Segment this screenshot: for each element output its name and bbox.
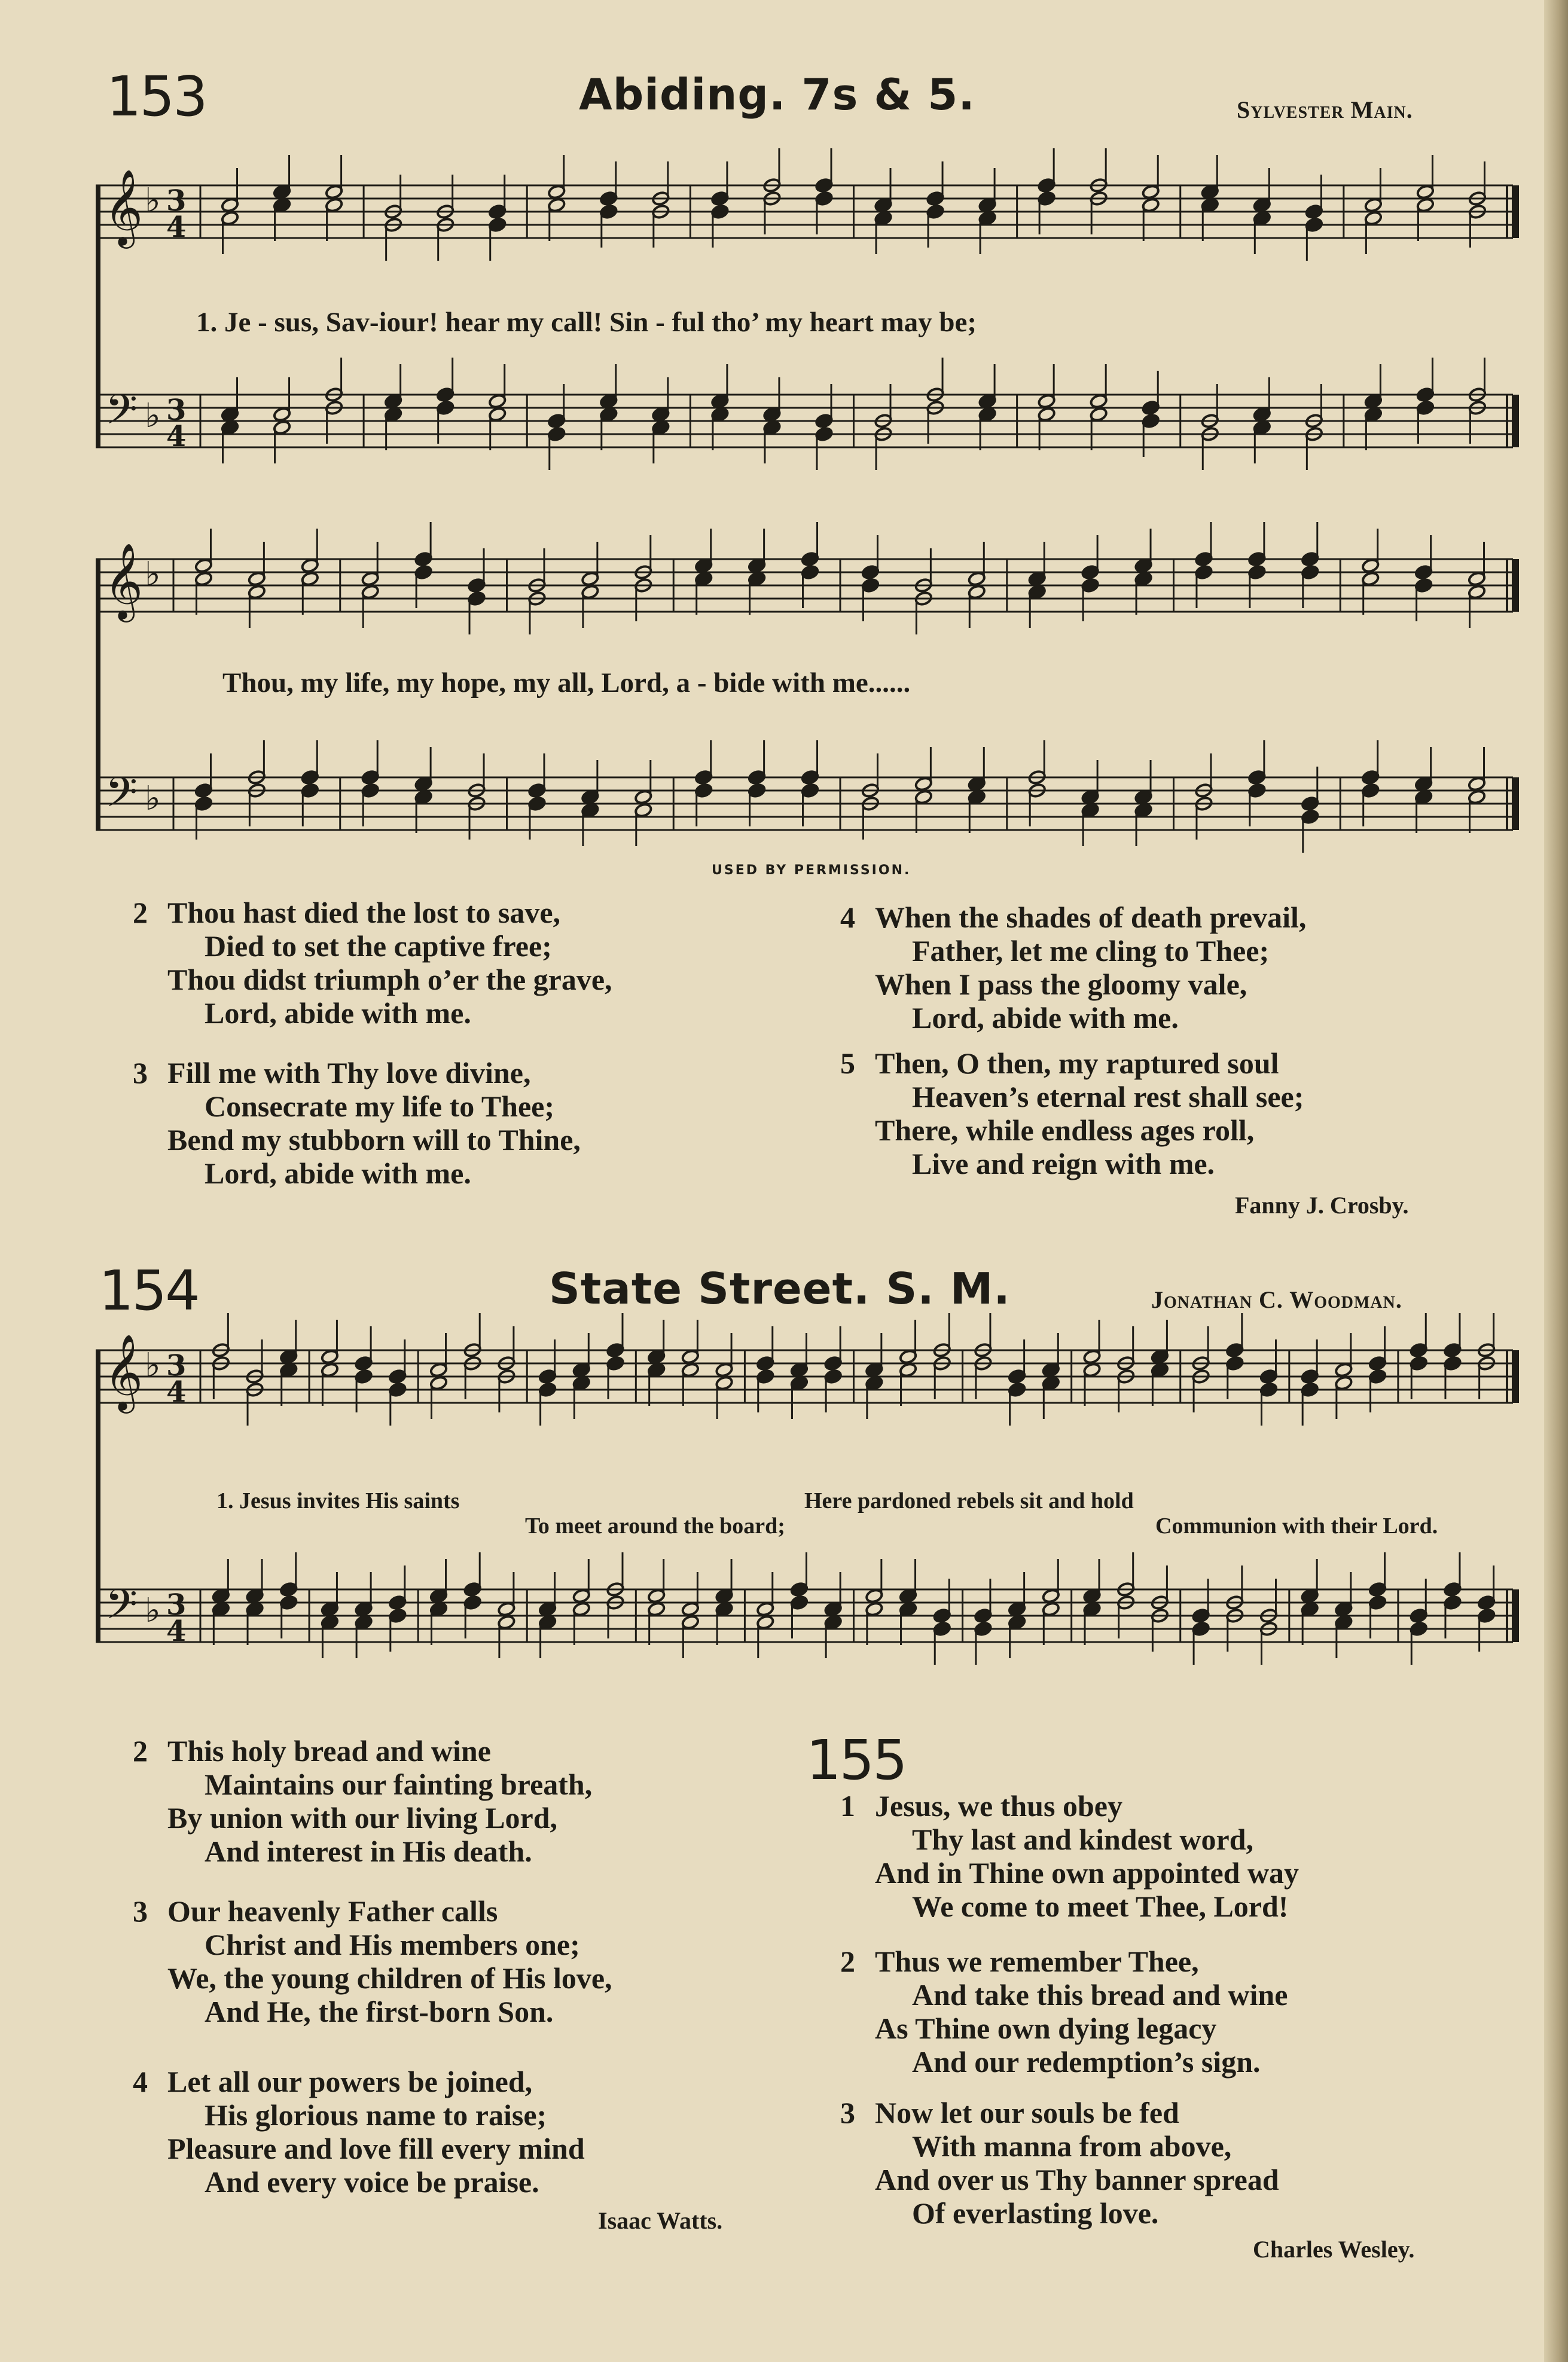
lyrics-line: To meet around the board; [525,1513,785,1539]
flat-sign-icon: ♭ [145,555,161,594]
lyrics-line: Here pardoned rebels sit and hold [804,1488,1134,1513]
verse-block [133,1056,581,1190]
verse-line: Of everlasting love. [912,2196,1159,2230]
verse-number: 4 [840,901,855,934]
verse-line: Thy last and kindest word, [912,1823,1253,1856]
page-edge-shadow [1544,0,1568,2362]
verse-number: 5 [840,1046,855,1080]
verse-line: And in Thine own appointed way [875,1856,1299,1890]
treble-clef-icon: 𝄞 [104,1333,144,1410]
verse-line: Christ and His members one; [205,1928,580,1961]
verse-line: Our heavenly Father calls [167,1894,498,1928]
hymn-title: State Street. S. M. [549,1264,1011,1314]
composer: Jonathan C. Woodman. [1151,1286,1402,1313]
verse-line: Lord, abide with me. [912,1001,1179,1034]
time-signature-icon: 3 [166,1588,187,1622]
flat-sign-icon: ♭ [145,1591,161,1630]
verse-line: With manna from above, [912,2129,1232,2163]
verse-line: Father, let me cling to Thee; [912,934,1270,968]
verse-line: This holy bread and wine [167,1734,491,1768]
final-bar-line [1512,395,1519,447]
lyrics-line: Communion with their Lord. [1155,1513,1438,1539]
verse-line: And He, the first-born Son. [205,1995,554,2028]
verse-line: Now let our souls be fed [875,2096,1179,2129]
verse-line: Fill me with Thy love divine, [167,1056,531,1090]
time-signature-icon: 4 [166,210,187,244]
verse-line: There, while endless ages roll, [875,1113,1255,1147]
verse-line: We come to meet Thee, Lord! [912,1890,1289,1923]
flat-sign-icon: ♭ [145,396,161,435]
verse-block [133,1734,592,1868]
final-bar-line [1512,1589,1519,1642]
verse-block [133,1894,612,2028]
lyrics-line: 1. Je - sus, Sav-iour! hear my call! Sin - ful tho’ my heart may be; [196,307,977,338]
verse-line: And every voice be praise. [205,2165,539,2199]
verse-block [840,901,1306,1034]
system-brace-line [96,559,100,830]
verse-line: Let all our powers be joined, [167,2065,533,2098]
flat-sign-icon: ♭ [145,1346,161,1385]
system-brace-line [96,185,100,447]
hymn-number: 153 [106,65,206,129]
bass-clef-icon: 𝄢 [105,768,138,826]
verse-line: Then, O then, my raptured soul [875,1046,1279,1080]
verse-line: Heaven’s eternal rest shall see; [912,1080,1304,1113]
verse-number: 3 [133,1056,148,1090]
treble-clef-icon: 𝄞 [104,169,144,245]
hymn-number: 154 [99,1259,199,1323]
verse-line: When the shades of death prevail, [875,901,1307,934]
verse-block [133,2065,585,2199]
time-signature-icon: 4 [166,420,187,453]
verse-line: And our redemption’s sign. [912,2045,1261,2079]
time-signature-icon: 4 [166,1615,187,1648]
verse-line: Live and reign with me. [912,1147,1215,1180]
system-brace-line [96,1350,100,1642]
time-signature-icon: 4 [166,1375,187,1409]
verse-block [840,1789,1299,1923]
verse-line: We, the young children of His love, [167,1961,612,1995]
verse-number: 3 [133,1894,148,1928]
verse-line: Maintains our fainting breath, [205,1768,593,1801]
verse-block [840,1046,1304,1180]
verse-block [133,896,612,1030]
final-bar-line [1512,185,1519,238]
verse-line: And take this bread and wine [912,1978,1288,2012]
verse-number: 4 [133,2065,148,2098]
author-credit: Charles Wesley. [1253,2236,1415,2263]
hymn-number: 155 [806,1728,906,1792]
verse-line: Lord, abide with me. [205,1156,471,1190]
flat-sign-icon: ♭ [145,779,161,818]
flat-sign-icon: ♭ [145,181,161,220]
treble-clef-icon: 𝄞 [104,542,144,619]
verse-line: Consecrate my life to Thee; [205,1090,555,1123]
author-credit: Isaac Watts. [598,2207,723,2234]
final-bar-line [1512,777,1519,830]
verse-line: Bend my stubborn will to Thine, [167,1123,581,1156]
verse-line: Died to set the captive free; [205,929,552,963]
lyrics-line: 1. Jesus invites His saints [216,1488,460,1513]
verse-number: 2 [840,1945,855,1978]
verse-line: Thus we remember Thee, [875,1945,1199,1978]
verse-line: And interest in His death. [205,1835,532,1868]
final-bar-line [1512,559,1519,612]
verse-number: 2 [133,896,148,929]
verse-line: Thou hast died the lost to save, [167,896,561,929]
time-signature-icon: 3 [166,184,187,218]
verse-line: By union with our living Lord, [167,1801,558,1835]
verse-line: And over us Thy banner spread [875,2163,1279,2196]
bass-clef-icon: 𝄢 [105,385,138,444]
lyrics-line: Thou, my life, my hope, my all, Lord, a - bide with me...... [222,667,911,698]
final-bar-line [1512,1350,1519,1403]
permission-note: USED BY PERMISSION. [712,863,911,878]
verse-block [840,1945,1288,2079]
verse-number: 2 [133,1734,148,1768]
verse-number: 3 [840,2096,855,2129]
verse-block [840,2096,1279,2230]
verse-line: His glorious name to raise; [205,2098,547,2132]
verse-line: Lord, abide with me. [205,996,471,1030]
author-credit: Fanny J. Crosby. [1235,1192,1409,1219]
bass-clef-icon: 𝄢 [105,1580,138,1638]
verse-line: Jesus, we thus obey [875,1789,1122,1823]
composer: Sylvester Main. [1237,96,1413,123]
time-signature-icon: 3 [166,1349,187,1383]
time-signature-icon: 3 [166,393,187,427]
hymn-title: Abiding. 7s & 5. [579,69,975,120]
verse-line: When I pass the gloomy vale, [875,968,1247,1001]
verse-line: Thou didst triumph o’er the grave, [167,963,612,996]
verse-number: 1 [840,1789,855,1823]
verse-line: Pleasure and love fill every mind [167,2132,585,2165]
verse-line: As Thine own dying legacy [875,2012,1217,2045]
